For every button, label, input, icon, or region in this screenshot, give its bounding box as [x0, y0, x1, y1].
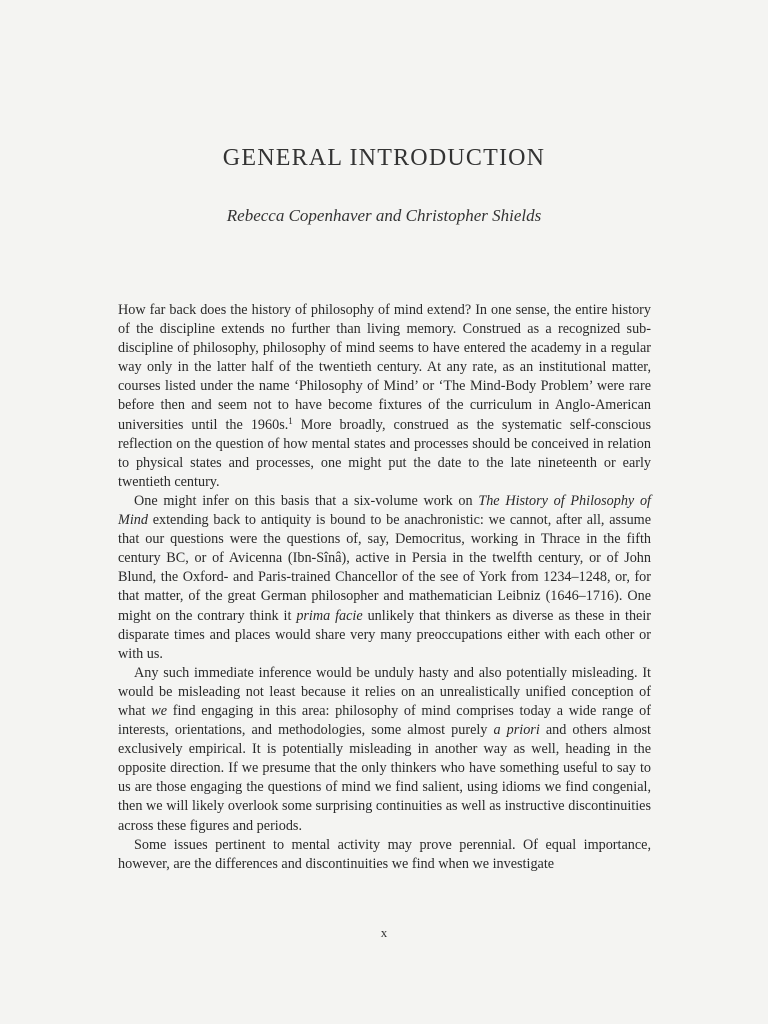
paragraph-3	[118, 664, 651, 836]
text-span: Some issues pertinent to mental activity may prove perennial. Of equal importance, however, are the differences and discontinuities we find when we investigate	[118, 836, 651, 872]
latin-phrase-italic: a priori	[493, 722, 540, 739]
text-span: find engaging in this area: philosophy of mind comprises today a wide range of interests, orientations, and methodologies, some almost purely	[118, 702, 651, 739]
body-text	[118, 301, 651, 874]
text-span: How far back does the history of philosophy of mind extend? In one sense, the entire history of the discipline extends no further than living memory. Construed as a recognized sub-discipline of philosophy, philosophy of mind seems to have entered the academy in a regular way only in the latter half of the twentieth century. At any rate, as an institutional matter, courses listed under the name ‘Philosophy of Mind’ or ‘The Mind-Body Problem’ were rare before then and seem not to have become fixtures of the curriculum in Anglo-American universities until the 1960s.	[118, 302, 651, 433]
page-number: x	[380, 925, 388, 940]
text-span: More broadly, construed as the systematic self-conscious reflection on the question of how mental states and processes should be conceived in relation to physical states and processes, one might put the date to the late nineteenth or early twentieth century.	[118, 416, 651, 490]
paragraph-1	[118, 301, 651, 492]
chapter-title: GENERAL INTRODUCTION	[222, 145, 546, 171]
chapter-authors: Rebecca Copenhaver and Christopher Shields	[226, 206, 542, 225]
emphasis-italic: we	[151, 702, 168, 719]
text-span: and others almost exclusively empirical. It is potentially misleading in another way as well, heading in the opposite direction. If we presume that the only thinkers who have something useful to say to us are those engaging the questions of mind we find salient, using idioms we find congenial, then we will likely overlook some surprising continuities as well as instructive discontinuities across these figures and periods.	[118, 722, 651, 834]
text-span: unlikely that thinkers as diverse as these in their disparate times and places would share very many preoccupations either with each other or with us.	[118, 607, 651, 662]
latin-phrase-italic: prima facie	[296, 607, 363, 624]
book-title-italic: The History of Philosophy of Mind	[118, 492, 651, 529]
text-span: One might infer on this basis that a six-volume work on	[134, 492, 479, 509]
text-span: extending back to antiquity is bound to be anachronistic: we cannot, after all, assume that our questions were the questions of, say, Democritus, working in Thrace in the fifth century BC, or of Avicenna (Ibn-Sînâ), active in Persia in the twelfth century, or of John Blund, the Oxford- and Paris-trained Chancellor of the see of York from 1234–1248, or, for that matter, of the great German philosopher and mathematician Leibniz (1646–1716). One might on the contrary think it	[118, 512, 651, 624]
footnote-marker: 1	[288, 415, 293, 426]
paragraph-4	[118, 836, 651, 874]
text-span: Any such immediate inference would be unduly hasty and also potentially misleading. It would be misleading not least because it relies on an unrealistically unified conception of what	[118, 664, 651, 719]
paragraph-2	[118, 492, 651, 664]
